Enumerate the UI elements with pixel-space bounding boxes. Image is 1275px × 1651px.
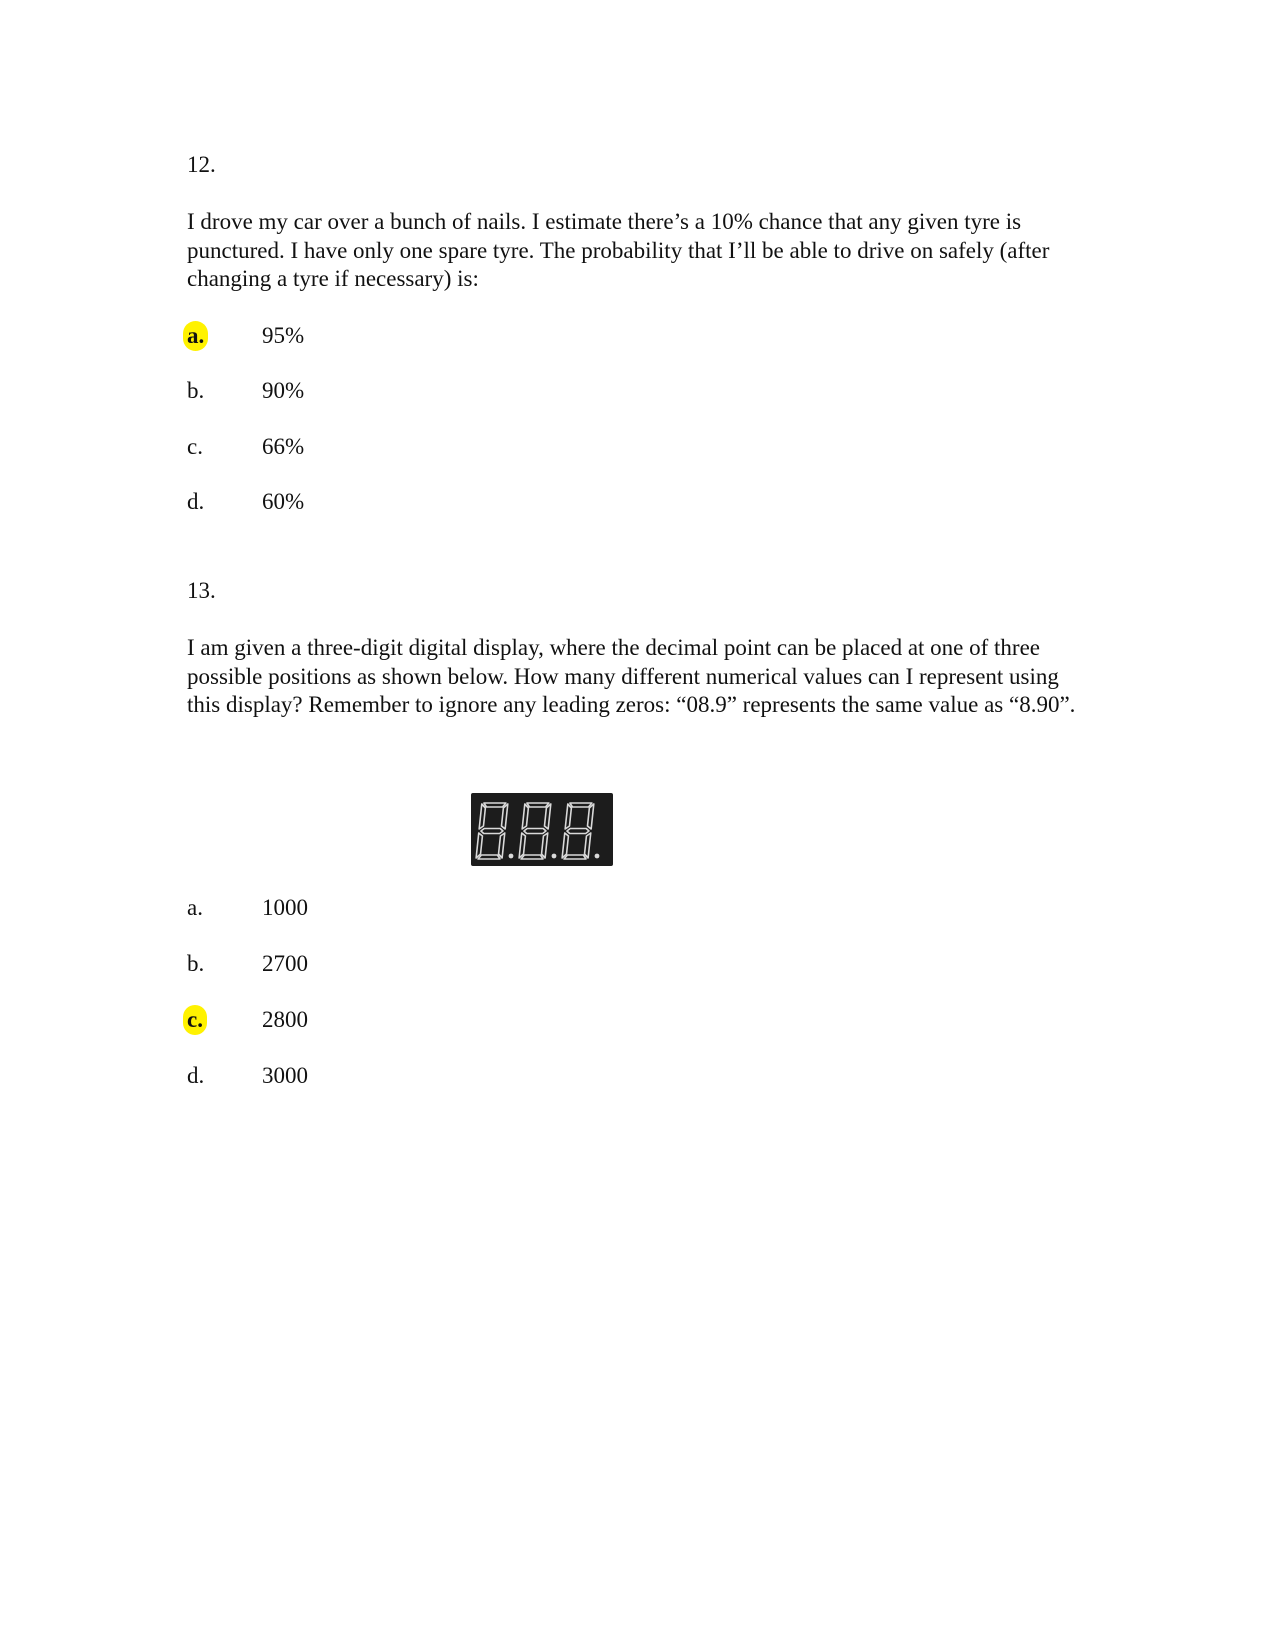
option-label: c. xyxy=(187,434,203,459)
question-13-number: 13. xyxy=(187,578,216,603)
seven-segment-display-icon xyxy=(471,793,613,866)
option-value: 3000 xyxy=(262,1063,308,1088)
display-digit xyxy=(519,803,551,859)
option-value: 2800 xyxy=(262,1007,308,1032)
option-label: b. xyxy=(187,378,205,403)
option-value: 1000 xyxy=(262,895,308,920)
decimal-point xyxy=(595,854,600,859)
question-12-number: 12. xyxy=(187,152,216,177)
option-value: 60% xyxy=(262,489,305,514)
option-label: a. xyxy=(187,895,203,920)
display-digit xyxy=(562,803,594,859)
question-13-text: I am given a three-digit digital display, where the decimal point can be placed at one of three possible positions as shown below. How many different numerical values can I represent using this display? Remember to ignore any leading zeros: “08.9” represents the same value as “8.90”. xyxy=(187,635,1076,717)
question-12-text: I drove my car over a bunch of nails. I estimate there’s a 10% chance that any given tyre is punctured. I have only one spare tyre. The probability that I’ll be able to drive on safely (after changing a tyre if necessary) is: xyxy=(187,209,1050,291)
option-value: 66% xyxy=(262,434,305,459)
option-value: 2700 xyxy=(262,951,308,976)
decimal-point xyxy=(509,854,514,859)
option-value: 95% xyxy=(262,323,305,348)
display-digit xyxy=(476,803,508,859)
option-label-highlighted: c. xyxy=(183,1005,207,1035)
decimal-point xyxy=(552,854,557,859)
option-label: d. xyxy=(187,1063,205,1088)
option-label-highlighted: a. xyxy=(183,321,208,351)
option-label: d. xyxy=(187,489,205,514)
option-value: 90% xyxy=(262,378,305,403)
option-label: b. xyxy=(187,951,205,976)
